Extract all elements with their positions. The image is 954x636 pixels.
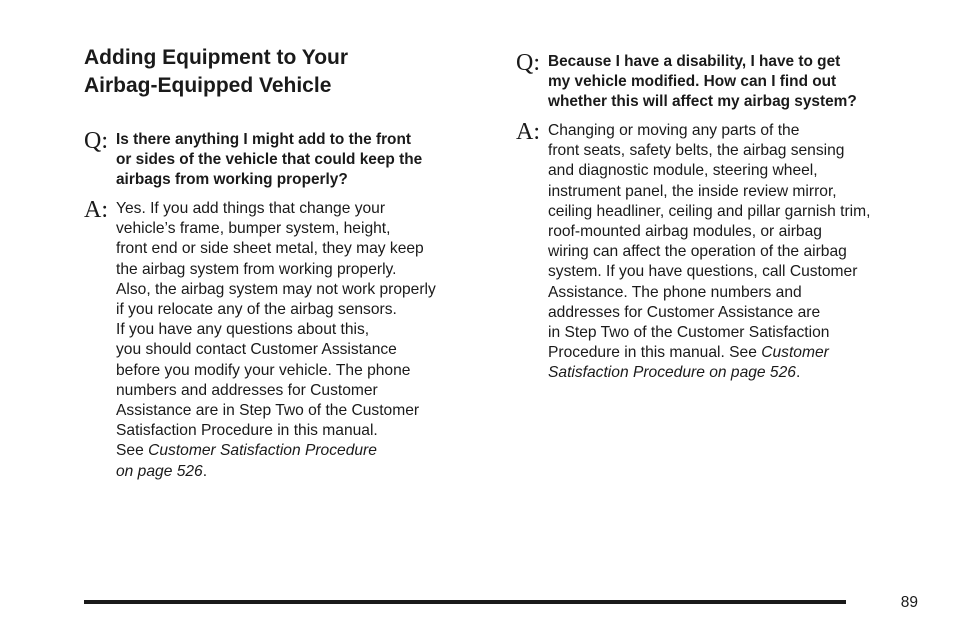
answer-line: wiring can affect the operation of the airbag <box>548 243 847 261</box>
answer-line: system. If you have questions, call Customer <box>548 263 858 281</box>
period: . <box>795 364 801 382</box>
section-heading <box>84 44 484 100</box>
see-prefix: See <box>116 442 149 460</box>
question-line: Is there anything I might add to the front <box>116 131 411 148</box>
cross-reference-line <box>116 462 436 482</box>
answer-line: and diagnostic module, steering wheel, <box>548 162 818 180</box>
answer-marker: A: <box>84 197 108 223</box>
cross-reference-link[interactable]: Customer <box>761 344 829 362</box>
question-line: or sides of the vehicle that could keep the <box>116 151 423 168</box>
left-question-block <box>84 130 494 190</box>
right-question-text <box>548 52 857 112</box>
answer-line: Yes. If you add things that change your <box>116 200 386 217</box>
cross-reference-line <box>548 343 870 363</box>
right-question-block <box>516 52 926 112</box>
cross-reference-line <box>116 441 436 461</box>
question-marker: Q: <box>84 128 108 154</box>
answer-line: if you relocate any of the airbag sensors. <box>116 301 397 319</box>
cross-reference-line <box>548 363 870 383</box>
section-heading-line: Airbag-Equipped Vehicle <box>84 74 332 97</box>
answer-line: roof-mounted airbag modules, or airbag <box>548 223 822 241</box>
question-line: whether this will affect my airbag system? <box>548 93 857 110</box>
left-answer-text <box>116 199 436 482</box>
right-answer-text <box>548 121 870 384</box>
right-answer-block <box>516 121 936 384</box>
cross-reference-link[interactable]: Customer Satisfaction Procedure <box>148 442 377 460</box>
answer-line: addresses for Customer Assistance are <box>548 303 821 321</box>
answer-line: Also, the airbag system may not work properly <box>116 280 436 298</box>
cross-reference-page[interactable]: Satisfaction Procedure on page 526 <box>548 364 796 382</box>
answer-line: vehicle’s frame, bumper system, height, <box>116 220 391 238</box>
answer-line: Changing or moving any parts of the <box>548 122 800 139</box>
answer-line: Assistance. The phone numbers and <box>548 283 802 301</box>
question-line: Because I have a disability, I have to get <box>548 53 841 70</box>
answer-line: Assistance are in Step Two of the Customer <box>116 402 420 420</box>
page-number: 89 <box>900 594 918 611</box>
footer-rule <box>84 600 846 604</box>
question-line: airbags from working properly? <box>116 171 348 188</box>
period: . <box>202 462 208 480</box>
answer-line: If you have any questions about this, <box>116 321 370 339</box>
left-question-text <box>116 130 422 190</box>
answer-line: ceiling headliner, ceiling and pillar garnish trim, <box>548 202 871 220</box>
left-answer-block <box>84 199 494 482</box>
answer-line: the airbag system from working properly. <box>116 260 397 278</box>
answer-marker: A: <box>516 119 540 145</box>
section-heading-line: Adding Equipment to Your <box>84 46 349 69</box>
answer-line: front end or side sheet metal, they may keep <box>116 240 424 258</box>
answer-line: in Step Two of the Customer Satisfaction <box>548 324 830 342</box>
answer-line: you should contact Customer Assistance <box>116 341 397 359</box>
answer-line: instrument panel, the inside review mirror, <box>548 182 837 200</box>
answer-line: numbers and addresses for Customer <box>116 381 378 399</box>
cross-reference-page[interactable]: on page 526 <box>116 462 203 480</box>
question-line: my vehicle modified. How can I find out <box>548 73 837 90</box>
answer-line: before you modify your vehicle. The phone <box>116 361 411 379</box>
answer-line: front seats, safety belts, the airbag sensing <box>548 142 845 160</box>
question-marker: Q: <box>516 50 540 76</box>
answer-line: Satisfaction Procedure in this manual. <box>116 422 378 440</box>
see-prefix: Procedure in this manual. See <box>548 344 762 362</box>
